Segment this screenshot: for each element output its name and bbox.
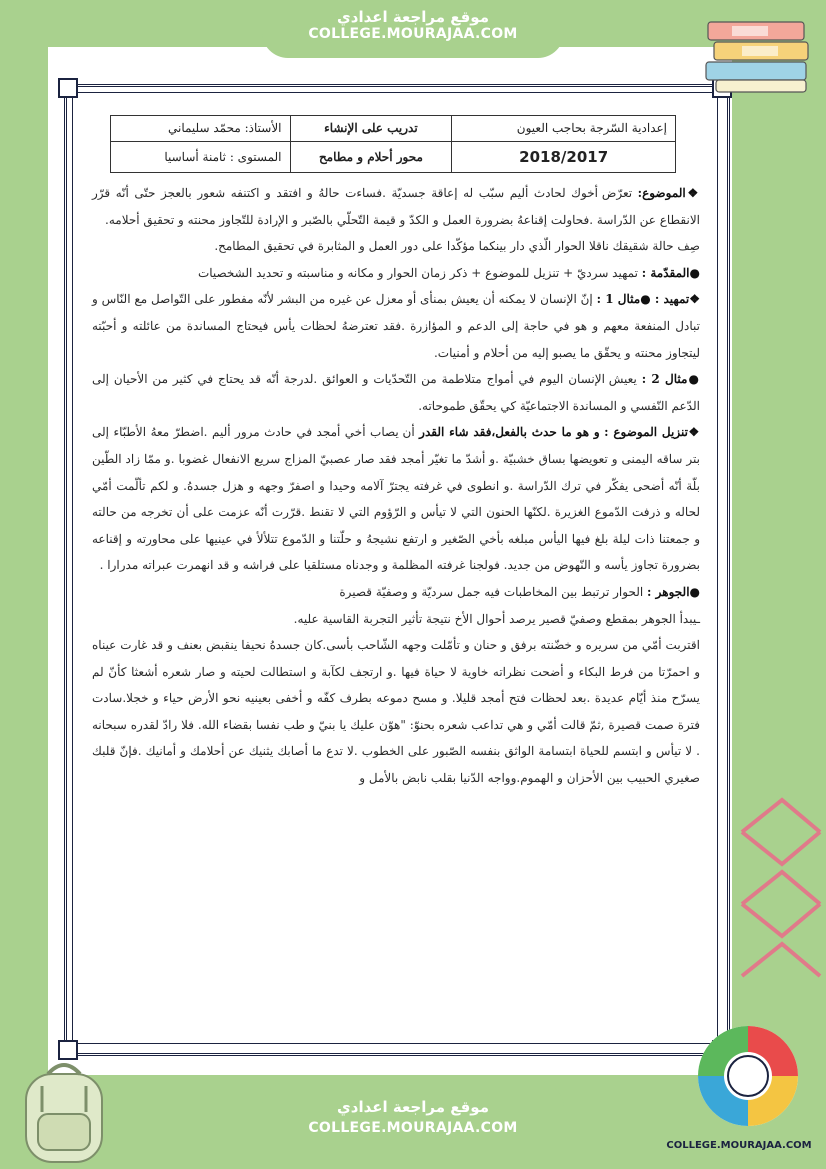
example1-paragraph [92, 286, 700, 366]
descent-text: أن يصاب أخي أمجد في حادث مرور أليم .اضطرّ معهُ الأطبّاء إلى بتر ساقه اليمنى و تعويضها بساق خشبيّة .و أشدّ ما تغيّر أمجد فقد صار عصبيّ المزاج سريع الانفعال غضوبا .و ممّا زاد الطّين بلّة أنّه أضحى يفكّر في ترك الدّراسة .و انطوى في غرفته يجترّ آلامه وحيدا و اصفرّ وجهه و هزل جسدهُ. و لكم تألّمت أمّي لحاله و ذرفت الدّموع الغزيرة .لكنّها الحنون التي لا تيأس و الرّؤوم التي لا تقنط .قرّرت أنّه عزمت على أن تخرجه من حالته و جمعتنا ذات ليلة بلغ فيها اليأس مبلغه بأخي الصّغير و ارتفع نشيجهُ و حلّتنا و الدّموع تتلألأ في عينيها على محاورته و إقناعه بضرورة تجاوز يأسه و النّهوض من جديد. فولجنا غرفته المظلمة و وجدناه مستلقيا على فراشه و قد انهمرت عبراته مدرارا . [92, 425, 700, 573]
bottom-banner [262, 1082, 564, 1169]
example2-label: ●مثال 2 : [641, 372, 700, 387]
core-text: الحوار ترتبط بين المخاطبات فيه جمل سرديّة و وصفيّة قصيرة [339, 584, 644, 599]
backpack-icon [12, 1056, 116, 1166]
core-paragraph [92, 579, 700, 606]
top-banner [262, 0, 564, 58]
subject: تدريب على الإنشاء [290, 116, 452, 142]
core-description: ـيبدأ الجوهر بمقطع وصفيّ قصير يرصد أحوال الأخ نتيجة تأثير التجربة القاسية عليه. [293, 611, 700, 626]
intro-text: تمهيد سرديّ + تنزيل للموضوع + ذكر زمان الحوار و مكانه و مناسبته و تحديد الشخصيات [197, 265, 638, 280]
example2-text: يعيش الإنسان اليوم في أمواج متلاطمة من التّحدّيات و العوائق .لدرجة أنّه قد يحتاج في كثير من الأحيان إلى الدّعم النّفسي و المساندة الاجتماعيّة كي يحقّق طموحاته. [92, 372, 700, 413]
chevron-decoration-icon [732, 792, 822, 1002]
logo-caption: COLLEGE.MOURAJAA.COM [666, 1140, 812, 1151]
document-body [92, 180, 700, 1010]
instruction: صِف حالة شقيقك ناقلا الحوار الّذي دار بينكما مؤكّدا على دور العمل و المثابرة في تحقيق المطامح. [214, 239, 700, 254]
narrative-paragraph: اقتربت أمّي من سريره و خضّنته برفق و حنان و تأمّلت وجهه الشّاحب بأسى.كان جسدهُ نحيفا ينقبض بعنف و قد غارت عيناه و احمرّتا من فرط البكاء و أضحت نظراته خاوية لا حياة فيها .و ارتجف لكآبة و استطالت لحيته و صار شعره أشعثا كأنّ لم يسرّح منذ أيّام عديدة .بعد لحظات فتح أمجد قليلا. و مسح دموعه بطرف كفّه و أخفى بعينيه نحو الأرض حياء و خجلا.سادت فترة صمت قصيرة ,ثمّ قالت أمّي و هي تداعب شعره بحنوّ: "هوّن عليك يا بنيّ و طب نفسا بقضاء الله. فلا رادّ لقدره سبحانه . لا تيأس و ابتسم للحياة ابتسامة الواثق بنفسه الصّبور على الخطوب .لا تدع ما أصابك يثنيك عن أحلامك و أمانيك .فإنّ قلبك صغيري الحبيب بين الأحزان و الهموم.وواجه الدّنيا بقلب نابض بالأمل و [92, 638, 701, 786]
school-name: إعدادية السّرجة بحاجب العيون [452, 116, 676, 142]
site-name: موقع مراجعة اعدادي [337, 8, 489, 26]
school-year: 2018/2017 [452, 141, 676, 172]
intro-paragraph [92, 260, 700, 287]
intro-label: ●المقدّمة : [641, 265, 700, 280]
prelude-label: ❖تمهيد : ●مثال 1 : [596, 292, 701, 307]
site-logo-icon [696, 1024, 800, 1128]
header-table [110, 115, 676, 173]
teacher-name: الأستاذ: محمّد سليماني [111, 116, 291, 142]
books-icon [702, 14, 814, 96]
topic-label: ❖الموضوع: [637, 186, 700, 200]
descent-paragraph [92, 419, 700, 579]
topic-paragraph [92, 180, 700, 233]
core-label: ●الجوهر : [647, 584, 700, 599]
descent-label: ❖تنزيل الموضوع : [604, 425, 700, 440]
frame-corner [58, 78, 78, 98]
topic-text: تعرّض أخوك لحادث أليم سبّب له إعاقة جسديّة .فساءت حالهُ و افتقد و اكتنفه شعور بالعجز حتّى أنّه قرّر الانقطاع عن الدّراسة .فحاولت إقناعهُ بضرورة العمل و الكدّ و قيمة التّحلّي بالصّبر و الإرادة للتّجاوز محنته و تحقيق أحلامه. [92, 186, 700, 227]
example2-paragraph [92, 366, 700, 419]
descent-bold: و هو ما حدث بالفعل،فقد شاء القدر [419, 425, 600, 440]
site-url[interactable]: COLLEGE.MOURAJAA.COM [308, 26, 518, 42]
axis-title: محور أحلام و مطامح [290, 141, 452, 172]
example1-text: إنّ الإنسان لا يمكنه أن يعيش بمنأى أو معزل عن غيره من البشر لأنّه مفطور على التّواصل مع النّاس و تبادل المنفعة معهم و هو في حاجة إلى الدعم و المؤازرة .فقد تعترضهُ لحظات يأس فيحتاج المساندة من عائلته و أحبّته ليتجاوز محنته و يحقّق ما يصبو إليه من أحلام و أمنيات. [92, 292, 700, 360]
level: المستوى : ثامنة أساسيا [111, 141, 291, 172]
site-url-bottom[interactable]: COLLEGE.MOURAJAA.COM [308, 1120, 518, 1136]
site-name-bottom: موقع مراجعة اعدادي [337, 1098, 489, 1116]
